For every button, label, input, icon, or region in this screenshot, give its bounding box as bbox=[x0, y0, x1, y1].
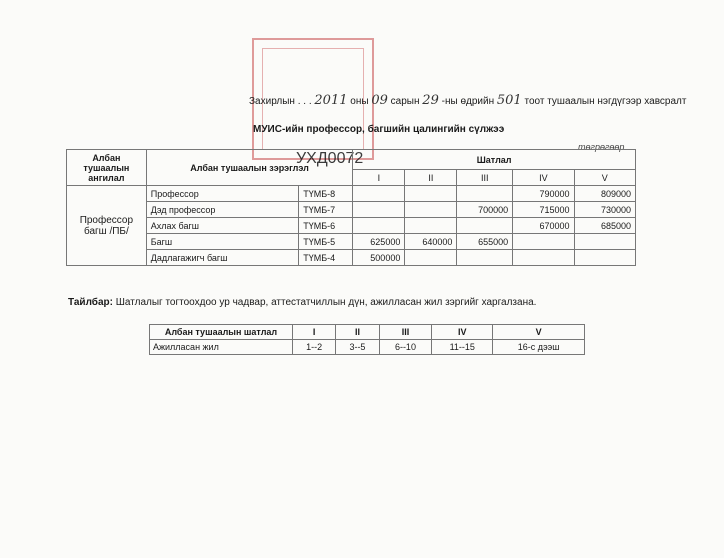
value-cell: 640000 bbox=[405, 234, 457, 250]
value-cell: 730000 bbox=[574, 202, 635, 218]
note bbox=[68, 297, 536, 308]
value-cell bbox=[457, 250, 513, 266]
header-suffix: тоот тушаалын нэгдүгээр хавсралт bbox=[524, 96, 687, 107]
header-sep-day: -ны өдрийн bbox=[441, 96, 495, 107]
position-cell: Ахлах багш bbox=[146, 218, 299, 234]
code-cell: ТҮМБ-4 bbox=[299, 250, 353, 266]
value-cell bbox=[405, 202, 457, 218]
code-cell: ТҮМБ-7 bbox=[299, 202, 353, 218]
exp-row-label: Ажилласан жил bbox=[150, 340, 293, 355]
value-cell bbox=[574, 234, 635, 250]
table-row bbox=[150, 340, 585, 355]
page-title: МУИС-ийн профессор, багшийн цалингийн сүлжээ bbox=[253, 124, 505, 135]
experience-header-row bbox=[150, 325, 585, 340]
value-cell bbox=[405, 218, 457, 234]
col-position-header: Албан тушаалын зэрэглэл bbox=[146, 150, 353, 186]
table-row bbox=[67, 202, 636, 218]
document-header: Захирлын . . . 2011 оны 09 сарын 29 -ны өдрийн 501 тоот тушаалын нэгдүгээр хавсралт bbox=[249, 93, 687, 108]
code-cell: ТҮМБ-5 bbox=[299, 234, 353, 250]
experience-table bbox=[149, 324, 585, 355]
salary-header-row bbox=[67, 150, 636, 170]
note-label: Тайлбар: bbox=[68, 297, 113, 308]
salary-table bbox=[66, 149, 636, 266]
header-day: 29 bbox=[422, 93, 439, 108]
grade-header-5: V bbox=[574, 170, 635, 186]
value-cell: 715000 bbox=[513, 202, 574, 218]
header-number: 501 bbox=[496, 93, 522, 108]
exp-grade-header: II bbox=[336, 325, 379, 340]
table-row bbox=[67, 218, 636, 234]
table-row bbox=[67, 250, 636, 266]
value-cell bbox=[405, 186, 457, 202]
value-cell: 655000 bbox=[457, 234, 513, 250]
value-cell: 625000 bbox=[353, 234, 405, 250]
exp-value-cell: 16-с дээш bbox=[493, 340, 585, 355]
value-cell bbox=[353, 218, 405, 234]
note-text: Шатлалыг тогтоохдоо ур чадвар, аттестатчиллын дүн, ажилласан жил зэргийг харгалзана. bbox=[115, 297, 537, 308]
col-category-header: Албан тушаалын ангилал bbox=[67, 150, 147, 186]
header-prefix: Захирлын bbox=[249, 96, 295, 107]
exp-grade-header: I bbox=[293, 325, 336, 340]
value-cell: 790000 bbox=[513, 186, 574, 202]
value-cell: 685000 bbox=[574, 218, 635, 234]
value-cell: 700000 bbox=[457, 202, 513, 218]
value-cell: 500000 bbox=[353, 250, 405, 266]
position-cell: Багш bbox=[146, 234, 299, 250]
value-cell: 809000 bbox=[574, 186, 635, 202]
grade-header-3: III bbox=[457, 170, 513, 186]
exp-value-cell: 11--15 bbox=[432, 340, 493, 355]
header-month: 09 bbox=[371, 93, 388, 108]
exp-value-cell: 3--5 bbox=[336, 340, 379, 355]
value-cell: 670000 bbox=[513, 218, 574, 234]
exp-grade-header: III bbox=[379, 325, 432, 340]
value-cell bbox=[513, 234, 574, 250]
header-sep-year: оны bbox=[350, 96, 369, 107]
header-sep-month: сарын bbox=[390, 96, 420, 107]
value-cell bbox=[574, 250, 635, 266]
exp-value-cell: 1--2 bbox=[293, 340, 336, 355]
exp-grade-header: IV bbox=[432, 325, 493, 340]
exp-col-label: Албан тушаалын шатлал bbox=[150, 325, 293, 340]
stamp-code: УХД0072 bbox=[296, 150, 364, 167]
grade-header-1: I bbox=[353, 170, 405, 186]
grade-header-2: II bbox=[405, 170, 457, 186]
header-year: 2011 bbox=[314, 93, 348, 108]
position-cell: Профессор bbox=[146, 186, 299, 202]
value-cell bbox=[353, 202, 405, 218]
table-row bbox=[67, 234, 636, 250]
col-grades-header: Шатлал bbox=[353, 150, 636, 170]
value-cell bbox=[405, 250, 457, 266]
value-cell bbox=[353, 186, 405, 202]
value-cell bbox=[513, 250, 574, 266]
table-row bbox=[67, 186, 636, 202]
grade-header-4: IV bbox=[513, 170, 574, 186]
code-cell: ТҮМБ-8 bbox=[299, 186, 353, 202]
category-cell: Профессор багш /ПБ/ bbox=[67, 186, 147, 266]
exp-grade-header: V bbox=[493, 325, 585, 340]
code-cell: ТҮМБ-6 bbox=[299, 218, 353, 234]
value-cell bbox=[457, 186, 513, 202]
value-cell bbox=[457, 218, 513, 234]
position-cell: Дадлагажигч багш bbox=[146, 250, 299, 266]
exp-value-cell: 6--10 bbox=[379, 340, 432, 355]
position-cell: Дэд профессор bbox=[146, 202, 299, 218]
currency-unit: төгрөгөөр bbox=[578, 142, 625, 152]
